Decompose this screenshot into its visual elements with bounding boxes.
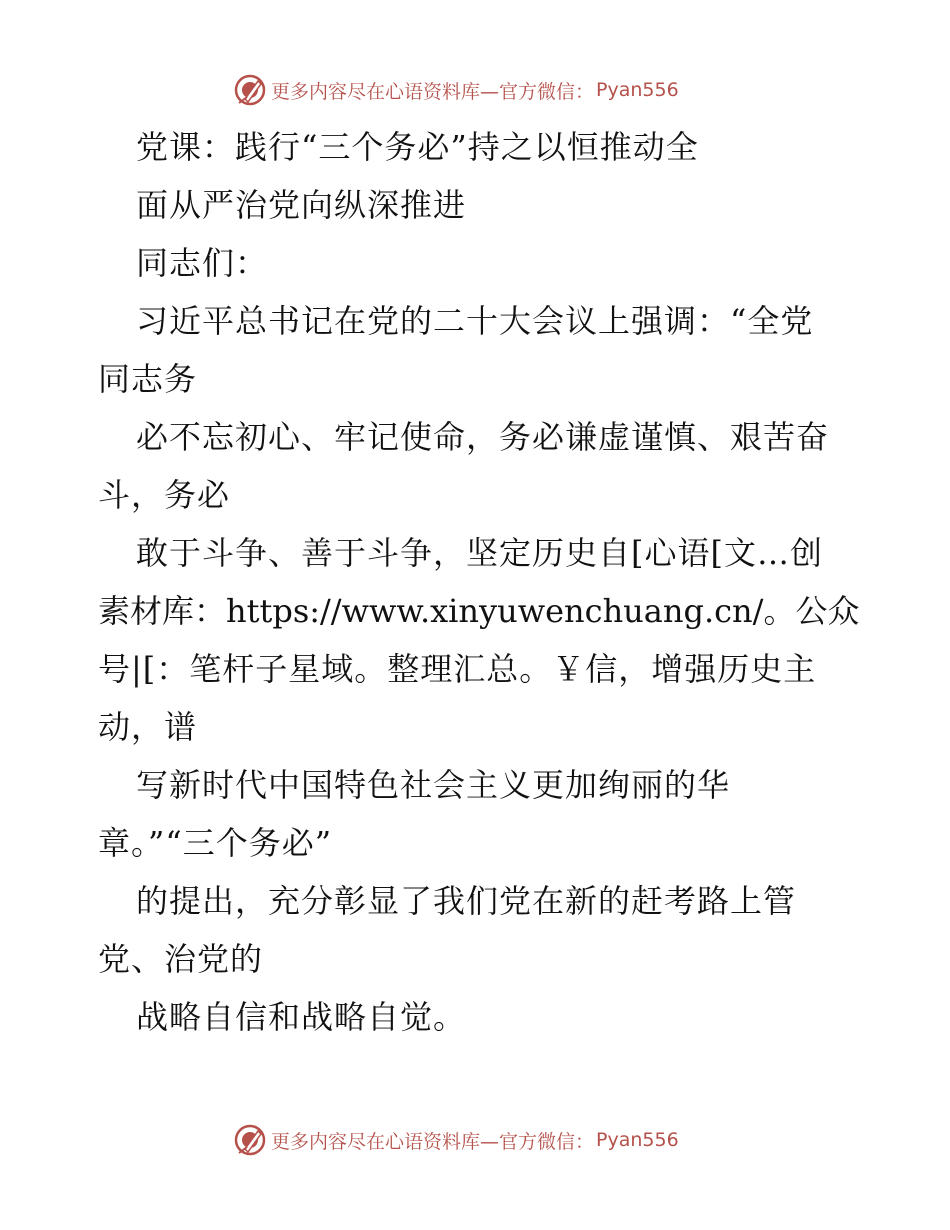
doc-paragraph-line: 动，谱 (98, 708, 198, 746)
doc-title-line-2: 面从严治党向纵深推进 (136, 186, 467, 224)
header-banner (233, 73, 713, 107)
document-body (98, 118, 858, 1046)
doc-title-line-1: 党课：践行“三个务必”持之以恒推动全 (136, 128, 699, 166)
doc-paragraph-line: 党、治党的 (98, 940, 264, 978)
header-banner-text: 更多内容尽在心语资料库—官方微信： (271, 80, 595, 103)
doc-paragraph-line: 战略自信和战略自觉。 (136, 998, 467, 1036)
doc-paragraph-line: 斗，务必 (98, 476, 231, 514)
doc-paragraph-line: 写新时代中国特色社会主义更加绚丽的华 (136, 766, 731, 804)
footer-banner-text: 更多内容尽在心语资料库—官方微信： (271, 1130, 595, 1153)
header-wechat-id: Pyan556 (596, 79, 679, 101)
footer-wechat-id: Pyan556 (596, 1129, 679, 1151)
doc-paragraph-line: 习近平总书记在党的二十大会议上强调：“全党 (136, 302, 814, 340)
doc-paragraph-line: 章。”“三个务必” (98, 824, 333, 862)
doc-paragraph-line: 号|[：笔杆子星域。整理汇总。￥信，增强历史主 (98, 650, 817, 688)
pen-logo-icon (233, 73, 267, 107)
doc-paragraph-line: 的提出，充分彰显了我们党在新的赶考路上管 (136, 882, 797, 920)
pen-logo-icon (233, 1123, 267, 1157)
doc-paragraph-line: 敢于斗争、善于斗争，坚定历史自[心语[文…创 (136, 534, 823, 572)
doc-paragraph-line: 必不忘初心、牢记使命，务必谦虚谨慎、艰苦奋 (136, 418, 830, 456)
doc-paragraph-line: 素材库：https://www.xinyuwenchuang.cn/。公众 (98, 592, 860, 630)
doc-paragraph-line: 同志务 (98, 360, 198, 398)
footer-banner (233, 1123, 713, 1157)
doc-salutation: 同志们： (136, 244, 269, 282)
